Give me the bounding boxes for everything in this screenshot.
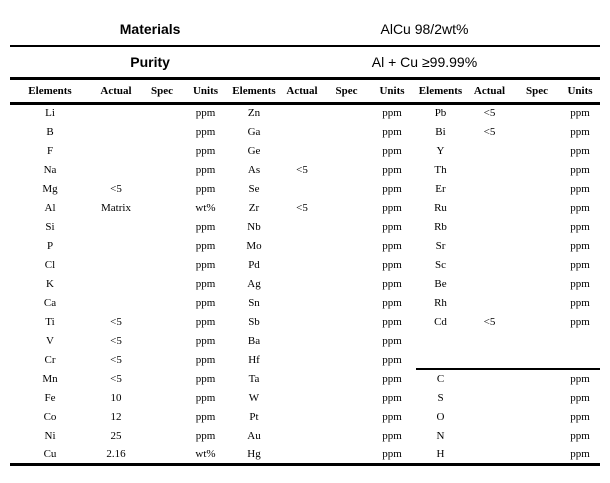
- cell-units: ppm: [195, 220, 216, 233]
- cell-actual: [279, 236, 325, 255]
- purity-label: Purity: [130, 54, 170, 70]
- cell-spec: [142, 179, 182, 198]
- cell-element: F: [46, 144, 54, 157]
- cell-actual: [465, 445, 514, 464]
- cell-actual: [90, 160, 142, 179]
- cell-spec: [325, 331, 368, 350]
- cell-element: Al: [44, 201, 56, 214]
- cell-units: ppm: [195, 125, 216, 138]
- cell-element: Sn: [248, 296, 260, 309]
- cell-actual: [279, 217, 325, 236]
- cell-spec: [514, 293, 560, 312]
- purity-value: Al + Cu ≥99.99%: [371, 54, 478, 70]
- cell-actual: [90, 122, 142, 141]
- cell-element: Pb: [434, 107, 447, 120]
- cell-spec: [142, 312, 182, 331]
- cell-actual: [279, 179, 325, 198]
- cell-element: H: [436, 447, 445, 460]
- cell-spec: [142, 236, 182, 255]
- cell-spec: [325, 274, 368, 293]
- cell-actual: [279, 369, 325, 388]
- table-row: [10, 350, 600, 369]
- cell-spec: [325, 255, 368, 274]
- cell-units: wt%: [195, 447, 216, 460]
- cell-spec: [325, 350, 368, 369]
- cell-units: ppm: [570, 258, 590, 271]
- cell-units: ppm: [195, 182, 216, 195]
- cell-element: Li: [45, 107, 55, 120]
- cell-actual: 25: [110, 429, 122, 442]
- cell-element: Mn: [42, 372, 58, 385]
- table-row: [10, 141, 600, 160]
- cell-element: C: [416, 369, 465, 388]
- cell-spec: [142, 369, 182, 388]
- cell-actual: <5: [483, 315, 496, 328]
- cell-spec: [142, 198, 182, 217]
- cell-element: V: [46, 334, 54, 347]
- cell-actual: [465, 274, 514, 293]
- materials-row: [10, 0, 600, 47]
- cell-actual: [90, 141, 142, 160]
- cell-units: ppm: [382, 410, 402, 423]
- cell-element: Zr: [248, 201, 260, 214]
- cell-units: ppm: [195, 296, 216, 309]
- cell-element: Ni: [44, 429, 56, 442]
- cell-actual: Matrix: [101, 201, 131, 214]
- cell-actual: [279, 407, 325, 426]
- cell-actual: [465, 198, 514, 217]
- cell-element: N: [436, 429, 445, 442]
- cell-units: ppm: [195, 163, 216, 176]
- cell-spec: [514, 350, 560, 369]
- cell-element: Na: [43, 163, 57, 176]
- cell-actual: [279, 312, 325, 331]
- col-header-units-2: Units: [368, 80, 416, 103]
- cell-element: O: [436, 410, 445, 423]
- cell-element: Sc: [435, 258, 446, 271]
- cell-actual: [465, 350, 514, 369]
- cell-spec: [514, 236, 560, 255]
- cell-spec: [514, 122, 560, 141]
- cell-actual: 2.16: [106, 447, 126, 460]
- cell-element: Mg: [42, 182, 58, 195]
- cell-actual: [279, 255, 325, 274]
- cell-actual: [465, 331, 514, 350]
- cell-actual: [279, 350, 325, 369]
- table-row: [10, 160, 600, 179]
- cell-units: ppm: [570, 220, 590, 233]
- cell-element: As: [247, 163, 261, 176]
- cell-spec: [142, 350, 182, 369]
- cell-units: ppm: [382, 353, 402, 366]
- cell-spec: [514, 141, 560, 160]
- cell-element: Cl: [44, 258, 56, 271]
- cell-spec: [142, 122, 182, 141]
- cell-actual: [465, 141, 514, 160]
- table-row: [10, 274, 600, 293]
- cell-element: W: [248, 391, 260, 404]
- table-row: [10, 217, 600, 236]
- cell-element: Ru: [434, 201, 447, 214]
- table-row: [10, 369, 600, 388]
- cell-actual: [90, 293, 142, 312]
- cell-units: ppm: [570, 391, 590, 404]
- cell-units: ppm: [382, 163, 402, 176]
- cell-actual: [465, 179, 514, 198]
- cell-actual: [90, 274, 142, 293]
- cell-element: Sb: [248, 315, 260, 328]
- cell-element: Hf: [248, 353, 260, 366]
- cell-spec: [142, 141, 182, 160]
- cell-element: Pd: [248, 258, 260, 271]
- cell-element: Rh: [434, 296, 447, 309]
- cell-actual: [279, 445, 325, 464]
- col-header-actual-1: Actual: [90, 80, 142, 103]
- cell-element: Si: [45, 220, 55, 233]
- cell-actual: [465, 293, 514, 312]
- cell-element: Cd: [434, 315, 447, 328]
- materials-value: AlCu 98/2wt%: [380, 21, 469, 37]
- cell-spec: [514, 103, 560, 122]
- cell-actual: [465, 388, 514, 407]
- col-header-spec-3: Spec: [514, 80, 560, 103]
- cell-element: Mo: [246, 239, 262, 252]
- cell-spec: [325, 179, 368, 198]
- cell-actual: <5: [110, 372, 122, 385]
- cell-element: S: [437, 391, 444, 404]
- cell-units: ppm: [570, 315, 590, 328]
- cell-units: ppm: [570, 296, 590, 309]
- cell-units: ppm: [195, 277, 216, 290]
- table-row: [10, 255, 600, 274]
- cell-units: ppm: [382, 182, 402, 195]
- cell-actual: <5: [110, 182, 122, 195]
- col-header-units-1: Units: [182, 80, 229, 103]
- cell-actual: 10: [110, 391, 122, 404]
- cell-units: ppm: [195, 410, 216, 423]
- cell-element: Ga: [247, 125, 261, 138]
- header-row: [10, 80, 600, 103]
- cell-units: ppm: [570, 182, 590, 195]
- col-header-spec-2: Spec: [325, 80, 368, 103]
- cell-units: ppm: [570, 447, 590, 460]
- cell-spec: [514, 198, 560, 217]
- cell-spec: [514, 445, 560, 464]
- table-row: [10, 236, 600, 255]
- cell-units: ppm: [570, 239, 590, 252]
- cell-spec: [142, 255, 182, 274]
- cell-element: Y: [436, 144, 445, 157]
- cell-units: ppm: [570, 144, 590, 157]
- cell-units: ppm: [382, 391, 402, 404]
- cell-spec: [325, 103, 368, 122]
- cell-actual: <5: [296, 201, 308, 214]
- materials-label: Materials: [119, 21, 181, 37]
- cell-spec: [325, 122, 368, 141]
- cell-actual: [279, 103, 325, 122]
- cell-spec: [142, 445, 182, 464]
- cell-actual: <5: [483, 107, 496, 120]
- cell-units: ppm: [195, 107, 216, 120]
- cell-actual: [90, 217, 142, 236]
- cell-units: ppm: [570, 429, 590, 442]
- cell-element: Ca: [43, 296, 57, 309]
- cell-units: ppm: [382, 277, 402, 290]
- cell-actual: [279, 388, 325, 407]
- cell-spec: [325, 426, 368, 445]
- cell-spec: [514, 274, 560, 293]
- cell-units: ppm: [382, 125, 402, 138]
- cell-units: ppm: [570, 107, 590, 120]
- cell-units: ppm: [570, 410, 590, 423]
- table-row: [10, 122, 600, 141]
- cell-actual: [465, 369, 514, 388]
- cell-spec: [325, 217, 368, 236]
- cell-units: ppm: [195, 334, 216, 347]
- cell-element: Se: [248, 182, 260, 195]
- cell-actual: [279, 141, 325, 160]
- table-row: [10, 331, 600, 350]
- table-row: [10, 407, 600, 426]
- cell-spec: [514, 179, 560, 198]
- cell-spec: [325, 407, 368, 426]
- cell-element: Fe: [44, 391, 56, 404]
- cell-element: Co: [43, 410, 57, 423]
- cell-actual: <5: [110, 315, 122, 328]
- cell-element: Ge: [247, 144, 261, 157]
- cell-element: P: [46, 239, 54, 252]
- cell-units: ppm: [382, 258, 402, 271]
- elements-table-body: [10, 103, 600, 464]
- cell-actual: [279, 331, 325, 350]
- cell-units: ppm: [382, 239, 402, 252]
- cell-element: Nb: [247, 220, 261, 233]
- cell-spec: [514, 312, 560, 331]
- cell-actual: <5: [110, 334, 122, 347]
- cell-element: Ta: [248, 372, 260, 385]
- cell-actual: [90, 255, 142, 274]
- col-header-actual-2: Actual: [279, 80, 325, 103]
- cell-actual: 12: [110, 410, 122, 423]
- cell-units: ppm: [382, 201, 402, 214]
- cell-units: ppm: [195, 239, 216, 252]
- cell-units: ppm: [560, 369, 600, 388]
- cell-spec: [325, 312, 368, 331]
- cell-spec: [325, 198, 368, 217]
- cell-units: [560, 331, 600, 350]
- cell-element: K: [46, 277, 54, 290]
- cell-actual: [279, 274, 325, 293]
- cell-units: wt%: [195, 201, 216, 214]
- table-row: [10, 426, 600, 445]
- cell-spec: [142, 274, 182, 293]
- cell-element: Cu: [43, 447, 57, 460]
- cell-actual: [279, 293, 325, 312]
- cell-spec: [325, 160, 368, 179]
- cell-element: Au: [247, 429, 261, 442]
- cell-actual: [465, 217, 514, 236]
- cell-spec: [325, 141, 368, 160]
- col-header-spec-1: Spec: [142, 80, 182, 103]
- cell-element: Er: [435, 182, 446, 195]
- cell-element: [416, 331, 465, 350]
- cell-spec: [142, 160, 182, 179]
- cell-spec: [514, 388, 560, 407]
- cell-element: Cr: [44, 353, 56, 366]
- elements-table-header: [10, 80, 600, 103]
- cell-units: ppm: [570, 201, 590, 214]
- cell-actual: <5: [296, 163, 308, 176]
- cell-units: ppm: [570, 163, 590, 176]
- cell-spec: [142, 217, 182, 236]
- cell-spec: [142, 331, 182, 350]
- cell-units: ppm: [382, 334, 402, 347]
- cell-spec: [514, 407, 560, 426]
- cell-spec: [142, 293, 182, 312]
- cell-units: ppm: [195, 258, 216, 271]
- table-row: [10, 312, 600, 331]
- cell-actual: [90, 236, 142, 255]
- cell-actual: [465, 426, 514, 445]
- cell-units: ppm: [570, 125, 590, 138]
- cell-spec: [142, 388, 182, 407]
- cell-element: [416, 350, 465, 369]
- cell-actual: [279, 426, 325, 445]
- cell-spec: [142, 407, 182, 426]
- cell-units: ppm: [382, 315, 402, 328]
- cell-units: ppm: [382, 144, 402, 157]
- cell-element: Ag: [247, 277, 261, 290]
- table-row: [10, 388, 600, 407]
- cell-spec: [325, 445, 368, 464]
- cell-actual: [279, 122, 325, 141]
- cell-element: Zn: [247, 107, 261, 120]
- cell-spec: [514, 369, 560, 388]
- table-row: [10, 445, 600, 464]
- cell-spec: [142, 103, 182, 122]
- cell-spec: [514, 331, 560, 350]
- cell-actual: [465, 255, 514, 274]
- cell-units: ppm: [382, 220, 402, 233]
- cell-element: Bi: [435, 125, 446, 138]
- col-header-elements-2: Elements: [229, 80, 279, 103]
- col-header-actual-3: Actual: [465, 80, 514, 103]
- cell-actual: [465, 236, 514, 255]
- table-row: [10, 293, 600, 312]
- table-row: [10, 198, 600, 217]
- purity-table: [10, 0, 600, 466]
- elements-table: [10, 80, 600, 466]
- cell-element: Be: [434, 277, 447, 290]
- cell-element: Sr: [435, 239, 446, 252]
- table-row: [10, 179, 600, 198]
- cell-units: [560, 350, 600, 369]
- cell-spec: [142, 426, 182, 445]
- cell-spec: [325, 293, 368, 312]
- col-header-elements-1: Elements: [10, 80, 90, 103]
- cell-actual: [465, 160, 514, 179]
- cell-units: ppm: [195, 315, 216, 328]
- cell-actual: [465, 407, 514, 426]
- col-header-elements-3: Elements: [416, 80, 465, 103]
- cell-units: ppm: [382, 429, 402, 442]
- col-header-units-3: Units: [560, 80, 600, 103]
- cell-units: ppm: [195, 353, 216, 366]
- cell-spec: [514, 255, 560, 274]
- cell-units: ppm: [195, 391, 216, 404]
- cell-element: Th: [434, 163, 447, 176]
- cell-units: ppm: [382, 107, 402, 120]
- cell-units: ppm: [570, 277, 590, 290]
- cell-spec: [325, 388, 368, 407]
- cell-actual: <5: [483, 125, 496, 138]
- cell-units: ppm: [195, 429, 216, 442]
- cell-element: Rb: [434, 220, 447, 233]
- cell-units: ppm: [195, 372, 216, 385]
- cell-element: Ba: [247, 334, 261, 347]
- purity-row: [10, 47, 600, 80]
- cell-element: B: [46, 125, 54, 138]
- cell-units: ppm: [382, 296, 402, 309]
- cell-units: ppm: [382, 447, 402, 460]
- cell-units: ppm: [195, 144, 216, 157]
- cell-spec: [514, 426, 560, 445]
- cell-spec: [514, 160, 560, 179]
- cell-units: ppm: [382, 372, 402, 385]
- cell-spec: [325, 236, 368, 255]
- cell-actual: [90, 103, 142, 122]
- cell-element: Ti: [45, 315, 55, 328]
- cell-spec: [325, 369, 368, 388]
- cell-element: Hg: [247, 447, 261, 460]
- cell-element: Pt: [249, 410, 259, 423]
- table-row: [10, 103, 600, 122]
- cell-actual: <5: [110, 353, 122, 366]
- cell-spec: [514, 217, 560, 236]
